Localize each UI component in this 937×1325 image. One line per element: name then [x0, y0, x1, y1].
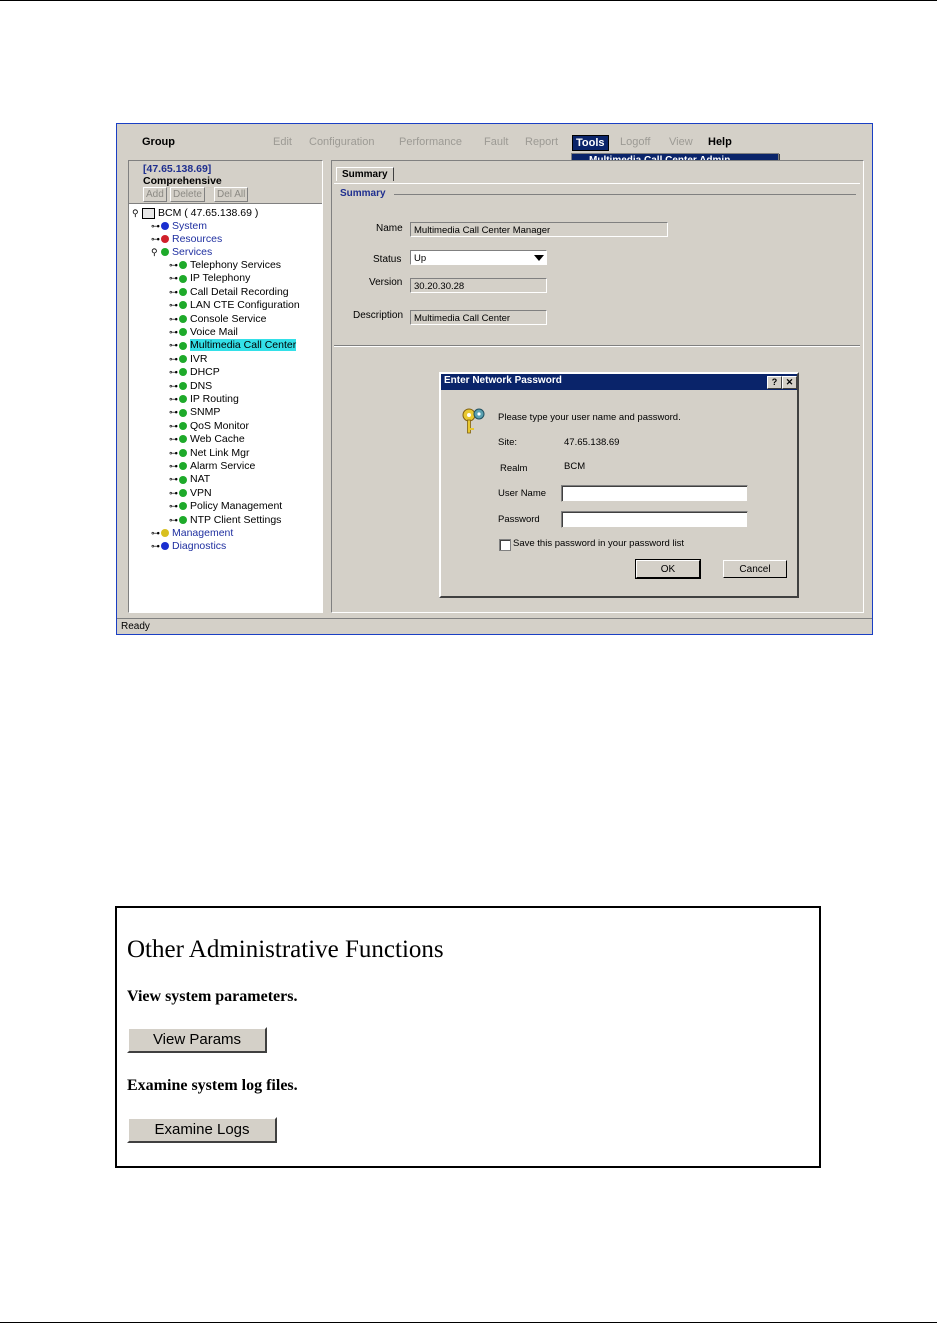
- examine-logs-text: Examine system log files.: [127, 1077, 298, 1094]
- status-dot-icon: [179, 476, 187, 484]
- expand-icon[interactable]: ⊶: [169, 420, 178, 431]
- expand-icon[interactable]: ⊶: [169, 273, 178, 284]
- status-dot-icon: [179, 435, 187, 443]
- tree-item-service[interactable]: [169, 406, 220, 419]
- status-dot-icon: [179, 516, 187, 524]
- status-bar: [117, 618, 872, 635]
- network-password-dialog: [439, 372, 799, 598]
- description-label: Description: [353, 310, 404, 321]
- status-value: Up: [414, 253, 427, 264]
- expand-icon[interactable]: ⊶: [169, 340, 178, 351]
- ok-button[interactable]: OK: [636, 560, 700, 578]
- tab-divider: [334, 183, 860, 184]
- status-dot-icon: [161, 542, 169, 550]
- admin-functions-panel: [115, 906, 821, 1168]
- tree-item-label: DHCP: [190, 366, 220, 379]
- tree-item-label: Policy Management: [190, 500, 283, 513]
- realm-label: Realm: [500, 463, 528, 474]
- status-dot-icon: [179, 489, 187, 497]
- status-select[interactable]: [410, 250, 547, 265]
- status-dot-icon: [179, 395, 187, 403]
- tree-item-service[interactable]: [169, 366, 220, 379]
- computer-icon: [142, 208, 155, 219]
- expand-icon[interactable]: ⊶: [169, 514, 178, 525]
- expand-icon[interactable]: ⊶: [151, 234, 160, 244]
- collapse-icon[interactable]: ⚲: [151, 247, 158, 257]
- dialog-prompt: Please type your user name and password.: [498, 412, 681, 423]
- device-ip: [47.65.138.69]: [143, 163, 212, 175]
- tree-item-resources[interactable]: ⊶ Resources: [151, 233, 223, 245]
- panel-separator: [334, 345, 860, 347]
- tree-item-label: Alarm Service: [190, 460, 256, 472]
- status-dot-icon: [179, 355, 187, 363]
- tree-item-label: QoS Monitor: [190, 419, 249, 432]
- tree-item-service[interactable]: [169, 259, 281, 272]
- tree-item-service[interactable]: [169, 286, 289, 299]
- menu-configuration[interactable]: Configuration: [309, 136, 375, 148]
- save-password-checkbox[interactable]: [499, 539, 511, 551]
- expand-icon[interactable]: ⊶: [169, 353, 178, 364]
- expand-icon[interactable]: ⊶: [151, 541, 160, 551]
- expand-icon[interactable]: ⊶: [169, 300, 178, 311]
- tree-item-label: Console Service: [190, 312, 267, 325]
- save-password-label: Save this password in your password list: [513, 538, 685, 549]
- tree-item-label: IP Routing: [190, 393, 239, 405]
- page-bottom-rule: [0, 1322, 937, 1323]
- add-button[interactable]: Add: [143, 187, 167, 202]
- menu-performance[interactable]: Performance: [399, 136, 462, 148]
- password-input[interactable]: [561, 511, 748, 528]
- status-dot-icon: [161, 248, 169, 256]
- tree-item-service[interactable]: [169, 313, 266, 326]
- examine-logs-button[interactable]: Examine Logs: [127, 1117, 277, 1143]
- cancel-button[interactable]: Cancel: [723, 560, 787, 578]
- tree-item-service[interactable]: [169, 473, 210, 486]
- name-label: Name: [376, 223, 403, 234]
- realm-value: BCM: [564, 461, 586, 472]
- bcm-manager-window: [116, 123, 873, 635]
- status-dot-icon: [179, 301, 187, 309]
- expand-icon[interactable]: ⊶: [169, 407, 178, 418]
- status-dot-icon: [179, 288, 187, 296]
- tree-item-label: Telephony Services: [190, 259, 282, 271]
- dropdown-arrow-icon[interactable]: [534, 255, 544, 261]
- status-dot-icon: [179, 315, 187, 323]
- username-label: User Name: [498, 488, 547, 499]
- status-dot-icon: [161, 529, 169, 537]
- menu-report[interactable]: Report: [525, 136, 559, 148]
- expand-icon[interactable]: ⊶: [169, 434, 178, 445]
- delete-button[interactable]: Delete: [170, 187, 205, 202]
- tree-item-label: NAT: [190, 473, 211, 486]
- menu-view[interactable]: View: [669, 136, 693, 148]
- status-dot-icon: [179, 261, 187, 269]
- tree-item-label: DNS: [190, 379, 213, 392]
- tree-item-service[interactable]: [169, 514, 281, 527]
- tree-item-label: VPN: [190, 486, 212, 499]
- site-label: Site:: [498, 437, 518, 448]
- status-dot-icon: [161, 235, 169, 243]
- tree-item-label: Web Cache: [190, 433, 245, 446]
- tree-item-label: Multimedia Call Center: [190, 339, 297, 352]
- tree-item-service[interactable]: [169, 460, 255, 473]
- page-top-rule: [0, 0, 937, 1]
- expand-icon[interactable]: ⊶: [169, 313, 178, 324]
- menu-tools[interactable]: Tools: [572, 135, 609, 151]
- tree-item-label: NTP Client Settings: [190, 513, 282, 526]
- tree-item-service[interactable]: [169, 487, 212, 500]
- dialog-title: Enter Network Password: [444, 375, 562, 386]
- status-dot-icon: [179, 502, 187, 510]
- tree-item-label: IVR: [190, 352, 208, 365]
- expand-icon[interactable]: ⊶: [169, 327, 178, 337]
- group-divider: [394, 194, 856, 195]
- status-dot-icon: [161, 222, 169, 230]
- status-dot-icon: [179, 328, 187, 336]
- tree-item-label: Net Link Mgr: [190, 446, 250, 459]
- status-text: Ready: [121, 621, 150, 632]
- expand-icon[interactable]: ⊶: [169, 394, 178, 404]
- admin-title: Other Administrative Functions: [127, 936, 444, 963]
- menu-help[interactable]: Help: [708, 136, 732, 148]
- status-dot-icon: [179, 422, 187, 430]
- tree-item-service[interactable]: [169, 339, 296, 352]
- menu-logoff[interactable]: Logoff: [620, 136, 651, 148]
- tree-item-service[interactable]: [169, 380, 212, 393]
- tree-item-diagnostics[interactable]: ⊶ Diagnostics: [151, 540, 227, 552]
- password-label: Password: [498, 514, 540, 525]
- help-icon[interactable]: ?: [767, 376, 782, 389]
- version-field: 30.20.30.28: [410, 278, 547, 293]
- status-label: Status: [373, 254, 402, 265]
- tree-item-label: Call Detail Recording: [190, 285, 289, 298]
- tree-item-service[interactable]: [169, 393, 239, 406]
- tab-summary[interactable]: Summary: [336, 167, 394, 181]
- expand-icon[interactable]: ⊶: [169, 286, 178, 297]
- collapse-icon[interactable]: ⚲: [132, 208, 139, 218]
- menu-fault[interactable]: Fault: [484, 136, 509, 148]
- status-dot-icon: [179, 382, 187, 390]
- tree-item-service[interactable]: [169, 272, 250, 285]
- tree-item-label: IP Telephony: [190, 272, 251, 285]
- tree-item-label: Voice Mail: [190, 326, 238, 338]
- close-icon[interactable]: ✕: [782, 376, 797, 389]
- tree-item-service[interactable]: [169, 500, 282, 513]
- expand-icon[interactable]: ⊶: [151, 528, 160, 538]
- tree-item-service[interactable]: [169, 447, 250, 460]
- tree-item-service[interactable]: [169, 420, 249, 433]
- expand-icon[interactable]: ⊶: [169, 487, 178, 498]
- tree-item-service[interactable]: [169, 353, 208, 366]
- dialog-title-bar: [441, 374, 797, 390]
- username-input[interactable]: [561, 485, 748, 502]
- description-field: Multimedia Call Center: [410, 310, 547, 325]
- tree-item-services[interactable]: ⚲ Services: [151, 246, 213, 258]
- status-dot-icon: [179, 462, 187, 470]
- navigation-tree: [129, 203, 322, 612]
- expand-icon[interactable]: ⊶: [169, 447, 178, 458]
- menu-group[interactable]: Group: [142, 136, 175, 148]
- status-dot-icon: [179, 275, 187, 283]
- tree-item-label: LAN CTE Configuration: [190, 299, 300, 312]
- status-dot-icon: [179, 342, 187, 350]
- status-dot-icon: [179, 368, 187, 376]
- tree-item-management[interactable]: ⊶ Management: [151, 527, 234, 539]
- tree-item-service[interactable]: [169, 433, 245, 446]
- expand-icon[interactable]: ⊶: [169, 380, 178, 391]
- expand-icon[interactable]: ⊶: [169, 474, 178, 485]
- view-title: Comprehensive: [143, 175, 222, 187]
- menu-edit[interactable]: Edit: [273, 136, 292, 148]
- tree-root[interactable]: ⚲ BCM ( 47.65.138.69 ): [132, 207, 259, 219]
- summary-group-label: Summary: [340, 188, 386, 199]
- tree-item-service[interactable]: [169, 299, 300, 312]
- expand-icon[interactable]: ⊶: [169, 461, 178, 471]
- site-value: 47.65.138.69: [564, 437, 620, 448]
- view-params-text: View system parameters.: [127, 988, 298, 1005]
- expand-icon[interactable]: ⊶: [169, 260, 178, 270]
- del-all-button[interactable]: Del All: [214, 187, 248, 202]
- keys-icon: [460, 406, 488, 436]
- version-label: Version: [369, 277, 403, 288]
- status-dot-icon: [179, 449, 187, 457]
- expand-icon[interactable]: ⊶: [169, 367, 178, 378]
- expand-icon[interactable]: ⊶: [169, 501, 178, 512]
- expand-icon[interactable]: ⊶: [151, 221, 160, 231]
- tree-item-system[interactable]: ⊶ System: [151, 220, 208, 232]
- status-dot-icon: [179, 409, 187, 417]
- left-panel: [128, 160, 323, 613]
- name-field: Multimedia Call Center Manager: [410, 222, 668, 237]
- view-params-button[interactable]: View Params: [127, 1027, 267, 1053]
- tree-item-label: SNMP: [190, 406, 221, 419]
- tree-item-service[interactable]: [169, 326, 238, 339]
